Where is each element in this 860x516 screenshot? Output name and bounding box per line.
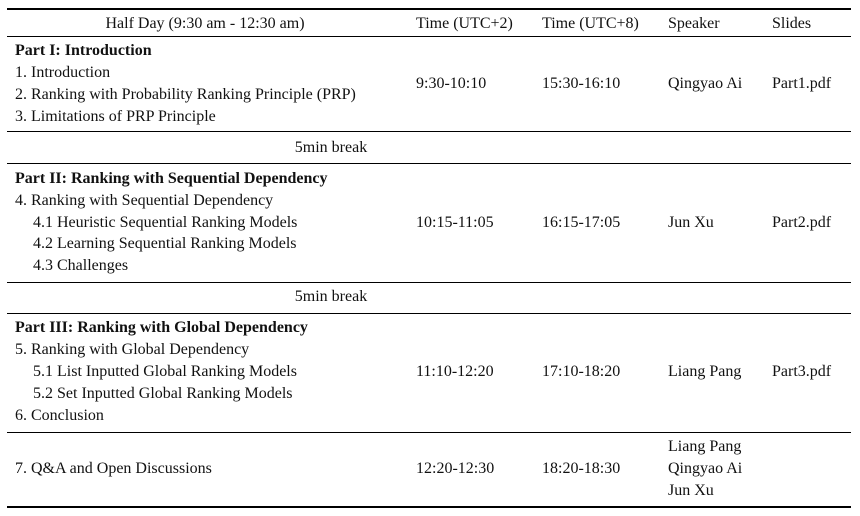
row-rule xyxy=(7,131,851,132)
part-title: Part I: Introduction xyxy=(15,42,152,59)
row-rule xyxy=(7,282,851,283)
speaker: Liang Pang xyxy=(668,438,742,455)
slides-link[interactable]: Part1.pdf xyxy=(772,75,832,92)
header-session: Half Day (9:30 am - 12:30 am) xyxy=(105,15,305,32)
speaker: Qingyao Ai xyxy=(668,460,743,477)
part-subitem: 5.1 List Inputted Global Ranking Models xyxy=(33,363,297,380)
part-subitem: 5.2 Set Inputted Global Ranking Models xyxy=(33,385,293,402)
time-utc8: 16:15-17:05 xyxy=(542,214,621,231)
row-rule xyxy=(7,163,851,164)
speaker: Liang Pang xyxy=(668,363,742,380)
time-utc8: 18:20-18:30 xyxy=(542,460,621,477)
row-rule xyxy=(7,313,851,314)
time-utc2: 10:15-11:05 xyxy=(416,214,494,231)
qa-title: 7. Q&A and Open Discussions xyxy=(15,460,212,477)
slides-link[interactable]: Part3.pdf xyxy=(772,363,832,380)
part-subitem: 4.2 Learning Sequential Ranking Models xyxy=(33,235,297,252)
part-item: 3. Limitations of PRP Principle xyxy=(15,108,216,125)
header-slides: Slides xyxy=(772,15,812,32)
header-time-utc8: Time (UTC+8) xyxy=(542,15,639,32)
header-time-utc2: Time (UTC+2) xyxy=(416,15,513,32)
part-item: 4. Ranking with Sequential Dependency xyxy=(15,192,274,209)
header-rule xyxy=(7,36,851,37)
part-title: Part III: Ranking with Global Dependency xyxy=(15,319,308,336)
break-label: 5min break xyxy=(294,139,368,156)
row-rule xyxy=(7,432,851,433)
part-subitem: 4.1 Heuristic Sequential Ranking Models xyxy=(33,214,298,231)
speaker: Jun Xu xyxy=(668,482,714,499)
time-utc8: 15:30-16:10 xyxy=(542,75,621,92)
slides-link[interactable]: Part2.pdf xyxy=(772,214,832,231)
part-item: 6. Conclusion xyxy=(15,407,104,424)
speaker: Qingyao Ai xyxy=(668,75,743,92)
time-utc2: 12:20-12:30 xyxy=(416,460,495,477)
time-utc2: 9:30-10:10 xyxy=(416,75,487,92)
time-utc8: 17:10-18:20 xyxy=(542,363,621,380)
header-speaker: Speaker xyxy=(668,15,720,32)
time-utc2: 11:10-12:20 xyxy=(416,363,494,380)
speaker: Jun Xu xyxy=(668,214,714,231)
bottom-rule xyxy=(7,506,851,508)
part-item: 5. Ranking with Global Dependency xyxy=(15,341,250,358)
break-label: 5min break xyxy=(294,288,368,305)
part-item: 2. Ranking with Probability Ranking Principle (PRP) xyxy=(15,86,356,103)
part-item: 1. Introduction xyxy=(15,64,111,81)
part-title: Part II: Ranking with Sequential Dependency xyxy=(15,170,328,187)
top-rule xyxy=(7,8,851,10)
part-subitem: 4.3 Challenges xyxy=(33,257,129,274)
